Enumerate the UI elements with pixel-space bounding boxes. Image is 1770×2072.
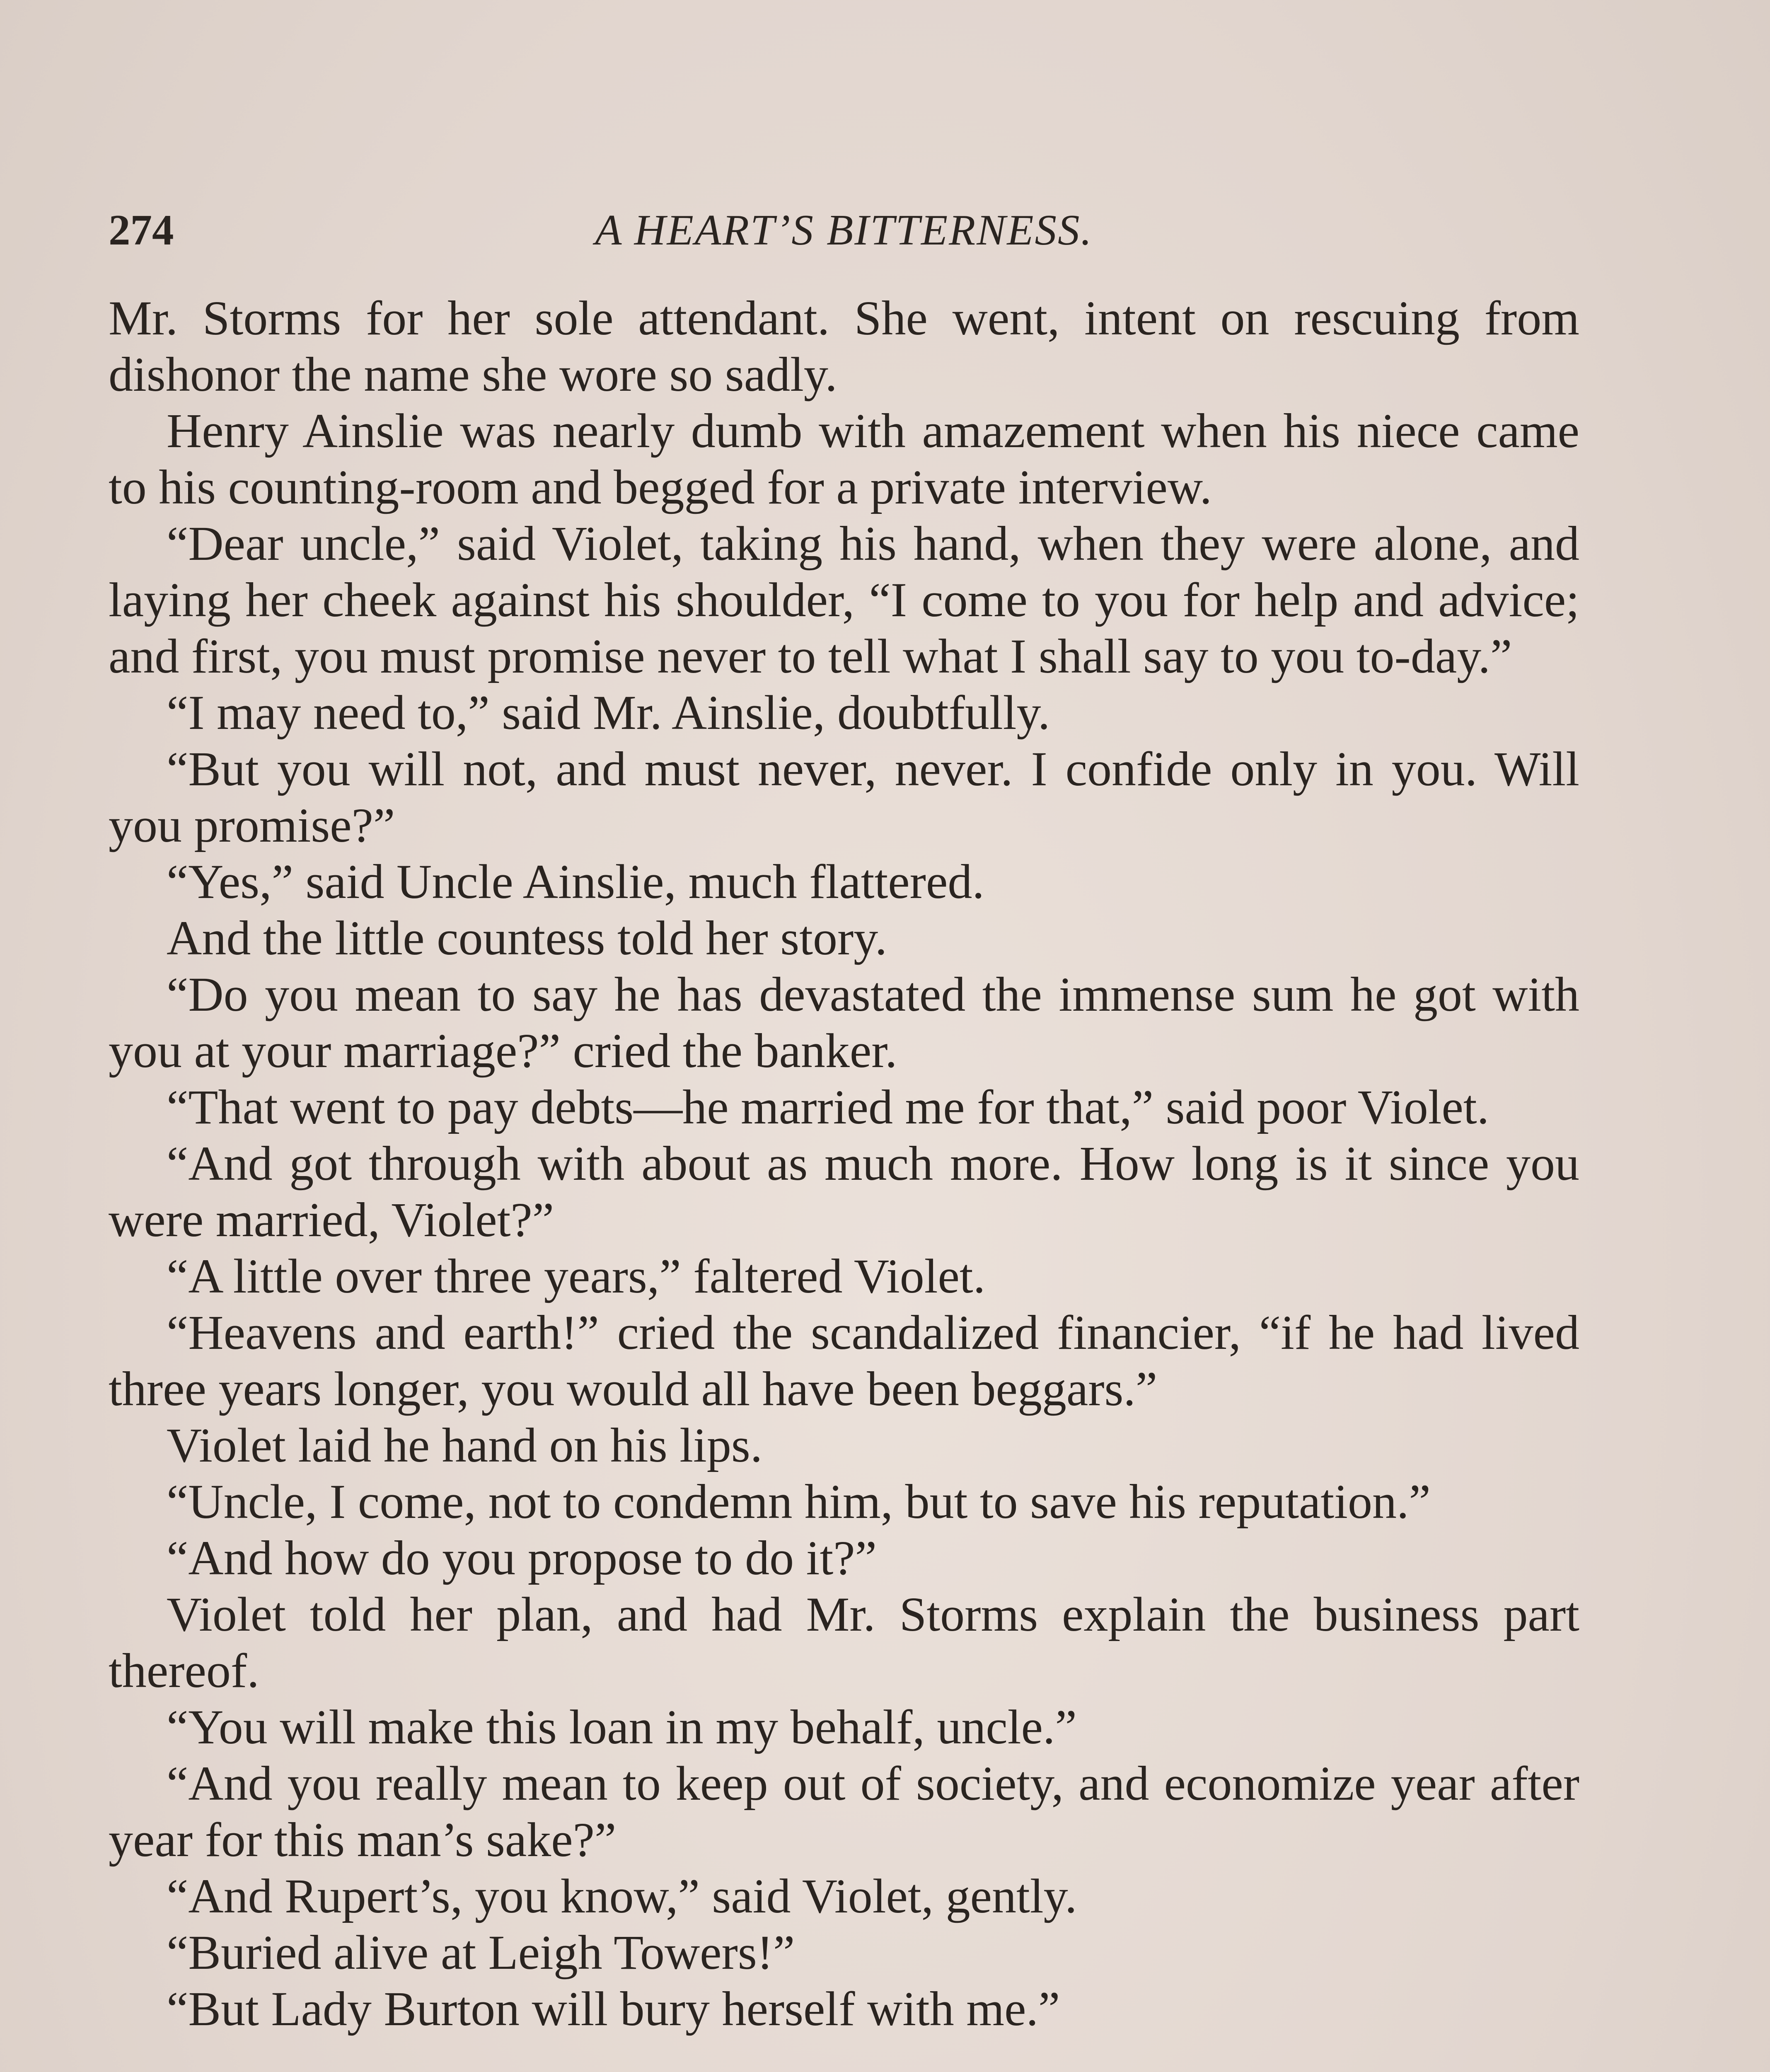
- paragraph: “A little over three years,” faltered Violet.: [167, 1249, 986, 1303]
- paragraph: Mr. Storms for her sole attendant. She went, intent on rescuing from dishonor the name she wore so sadly.: [109, 291, 1579, 402]
- paragraph: “And how do you propose to do it?”: [167, 1531, 877, 1585]
- paragraph: “Heavens and earth!” cried the scandalized financier, “if he had lived three years longer, you would all have been beggars.”: [109, 1305, 1579, 1416]
- paragraph: And the little countess told her story.: [167, 911, 887, 965]
- paragraph: “You will make this loan in my behalf, uncle.”: [167, 1700, 1077, 1754]
- paragraph: “And you really mean to keep out of society, and economize year after year for this man’s sake?”: [109, 1756, 1579, 1867]
- paragraph: “Buried alive at Leigh Towers!”: [167, 1925, 795, 1980]
- page-number: 274: [109, 206, 174, 254]
- paragraph: “I may need to,” said Mr. Ainslie, doubtfully.: [167, 685, 1050, 740]
- paragraph: “Yes,” said Uncle Ainslie, much flattered.: [167, 854, 984, 909]
- paragraph: “But Lady Burton will bury herself with me.”: [167, 1982, 1060, 2036]
- paragraph: “Dear uncle,” said Violet, taking his hand, when they were alone, and laying her cheek against his shoulder, “I come to you for help and advice; and first, you must promise never to tell what I shall say to you to-day.”: [109, 516, 1579, 683]
- paragraph: Henry Ainslie was nearly dumb with amazement when his niece came to his counting-room and begged for a private interview.: [109, 404, 1579, 514]
- paragraph: Violet laid he hand on his lips.: [167, 1418, 763, 1472]
- book-page: [109, 199, 1579, 2072]
- page-header: [109, 199, 1579, 261]
- paragraph: “Uncle, I come, not to condemn him, but to save his reputation.”: [167, 1474, 1431, 1529]
- paragraph: “But you will not, and must never, never. I confide only in you. Will you promise?”: [109, 742, 1579, 852]
- body-text: [109, 290, 1579, 2037]
- running-title: A HEART’S BITTERNESS.: [595, 206, 1093, 254]
- paragraph: Violet told her plan, and had Mr. Storms explain the business part thereof.: [109, 1587, 1579, 1698]
- paragraph: “Do you mean to say he has devastated the immense sum he got with you at your marriage?” cried the banker.: [109, 967, 1579, 1078]
- paragraph: “And got through with about as much more. How long is it since you were married, Violet?”: [109, 1136, 1579, 1247]
- paragraph: “That went to pay debts—he married me for that,” said poor Violet.: [167, 1080, 1490, 1134]
- paragraph: “And Rupert’s, you know,” said Violet, gently.: [167, 1869, 1077, 1923]
